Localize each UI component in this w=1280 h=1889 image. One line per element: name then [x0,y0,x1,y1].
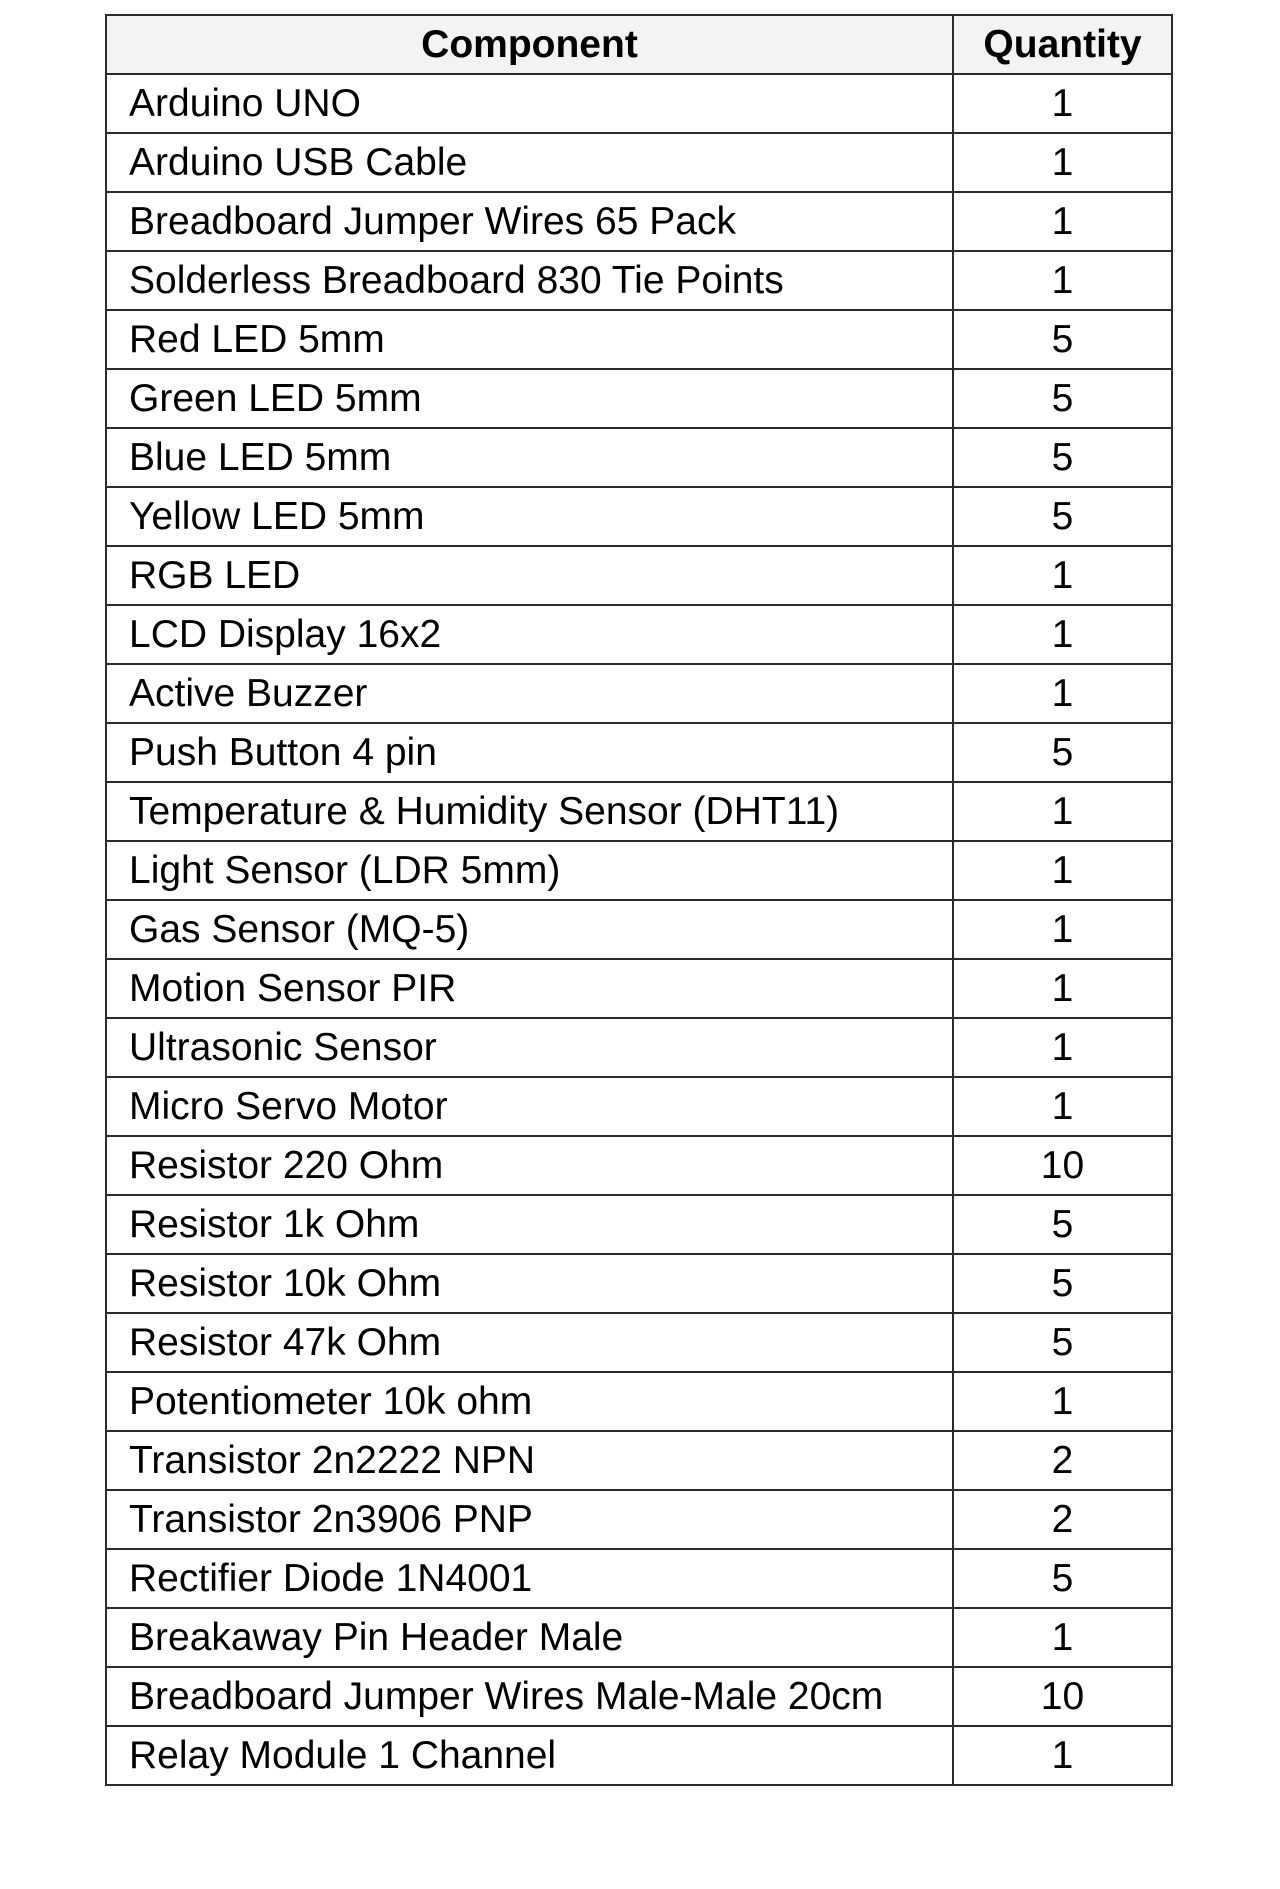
header-row [106,15,1172,74]
quantity-cell: 5 [953,428,1172,487]
component-cell: Relay Module 1 Channel [106,1726,953,1785]
table-header [106,15,1172,74]
table-row [106,251,1172,310]
table-row [106,310,1172,369]
table-row [106,74,1172,133]
component-cell: Blue LED 5mm [106,428,953,487]
table-row [106,900,1172,959]
component-cell: RGB LED [106,546,953,605]
quantity-cell: 1 [953,605,1172,664]
quantity-cell: 5 [953,1254,1172,1313]
table-row [106,959,1172,1018]
component-cell: Rectifier Diode 1N4001 [106,1549,953,1608]
quantity-cell: 1 [953,133,1172,192]
component-cell: Light Sensor (LDR 5mm) [106,841,953,900]
quantity-cell: 5 [953,369,1172,428]
table-row [106,1018,1172,1077]
component-cell: Resistor 10k Ohm [106,1254,953,1313]
component-cell: Arduino UNO [106,74,953,133]
table-row [106,487,1172,546]
table-row [106,1372,1172,1431]
table-row [106,1313,1172,1372]
table-row [106,782,1172,841]
component-cell: Transistor 2n3906 PNP [106,1490,953,1549]
table-row [106,841,1172,900]
component-cell: Red LED 5mm [106,310,953,369]
table-row [106,1254,1172,1313]
quantity-cell: 1 [953,1608,1172,1667]
component-cell: Arduino USB Cable [106,133,953,192]
quantity-cell: 5 [953,310,1172,369]
component-cell: Breadboard Jumper Wires 65 Pack [106,192,953,251]
table-row [106,1667,1172,1726]
quantity-cell: 1 [953,546,1172,605]
component-cell: Micro Servo Motor [106,1077,953,1136]
quantity-cell: 1 [953,74,1172,133]
table-row [106,723,1172,782]
quantity-cell: 5 [953,723,1172,782]
quantity-cell: 10 [953,1136,1172,1195]
component-cell: Gas Sensor (MQ-5) [106,900,953,959]
quantity-cell: 1 [953,664,1172,723]
quantity-cell: 1 [953,1077,1172,1136]
components-table [105,14,1173,1786]
component-cell: Temperature & Humidity Sensor (DHT11) [106,782,953,841]
table-row [106,605,1172,664]
component-cell: Push Button 4 pin [106,723,953,782]
table-row [106,1431,1172,1490]
quantity-cell: 2 [953,1431,1172,1490]
component-cell: Ultrasonic Sensor [106,1018,953,1077]
table-row [106,1549,1172,1608]
header-component: Component [106,15,953,74]
component-cell: LCD Display 16x2 [106,605,953,664]
table-row [106,369,1172,428]
component-cell: Resistor 1k Ohm [106,1195,953,1254]
table-row [106,192,1172,251]
table-row [106,133,1172,192]
component-cell: Resistor 220 Ohm [106,1136,953,1195]
component-cell: Motion Sensor PIR [106,959,953,1018]
quantity-cell: 1 [953,959,1172,1018]
quantity-cell: 1 [953,192,1172,251]
components-table-container [105,14,1171,1786]
table-body [106,74,1172,1785]
quantity-cell: 5 [953,1549,1172,1608]
table-row [106,664,1172,723]
component-cell: Breakaway Pin Header Male [106,1608,953,1667]
table-row [106,1195,1172,1254]
quantity-cell: 2 [953,1490,1172,1549]
quantity-cell: 5 [953,1195,1172,1254]
quantity-cell: 1 [953,1726,1172,1785]
table-row [106,1077,1172,1136]
quantity-cell: 1 [953,782,1172,841]
component-cell: Breadboard Jumper Wires Male-Male 20cm [106,1667,953,1726]
component-cell: Active Buzzer [106,664,953,723]
quantity-cell: 1 [953,1372,1172,1431]
component-cell: Yellow LED 5mm [106,487,953,546]
table-row [106,428,1172,487]
table-row [106,1136,1172,1195]
table-row [106,1608,1172,1667]
table-row [106,546,1172,605]
table-row [106,1726,1172,1785]
quantity-cell: 5 [953,1313,1172,1372]
quantity-cell: 1 [953,841,1172,900]
component-cell: Transistor 2n2222 NPN [106,1431,953,1490]
component-cell: Green LED 5mm [106,369,953,428]
quantity-cell: 1 [953,251,1172,310]
header-quantity: Quantity [953,15,1172,74]
component-cell: Potentiometer 10k ohm [106,1372,953,1431]
table-row [106,1490,1172,1549]
quantity-cell: 10 [953,1667,1172,1726]
quantity-cell: 1 [953,900,1172,959]
component-cell: Resistor 47k Ohm [106,1313,953,1372]
quantity-cell: 1 [953,1018,1172,1077]
quantity-cell: 5 [953,487,1172,546]
component-cell: Solderless Breadboard 830 Tie Points [106,251,953,310]
